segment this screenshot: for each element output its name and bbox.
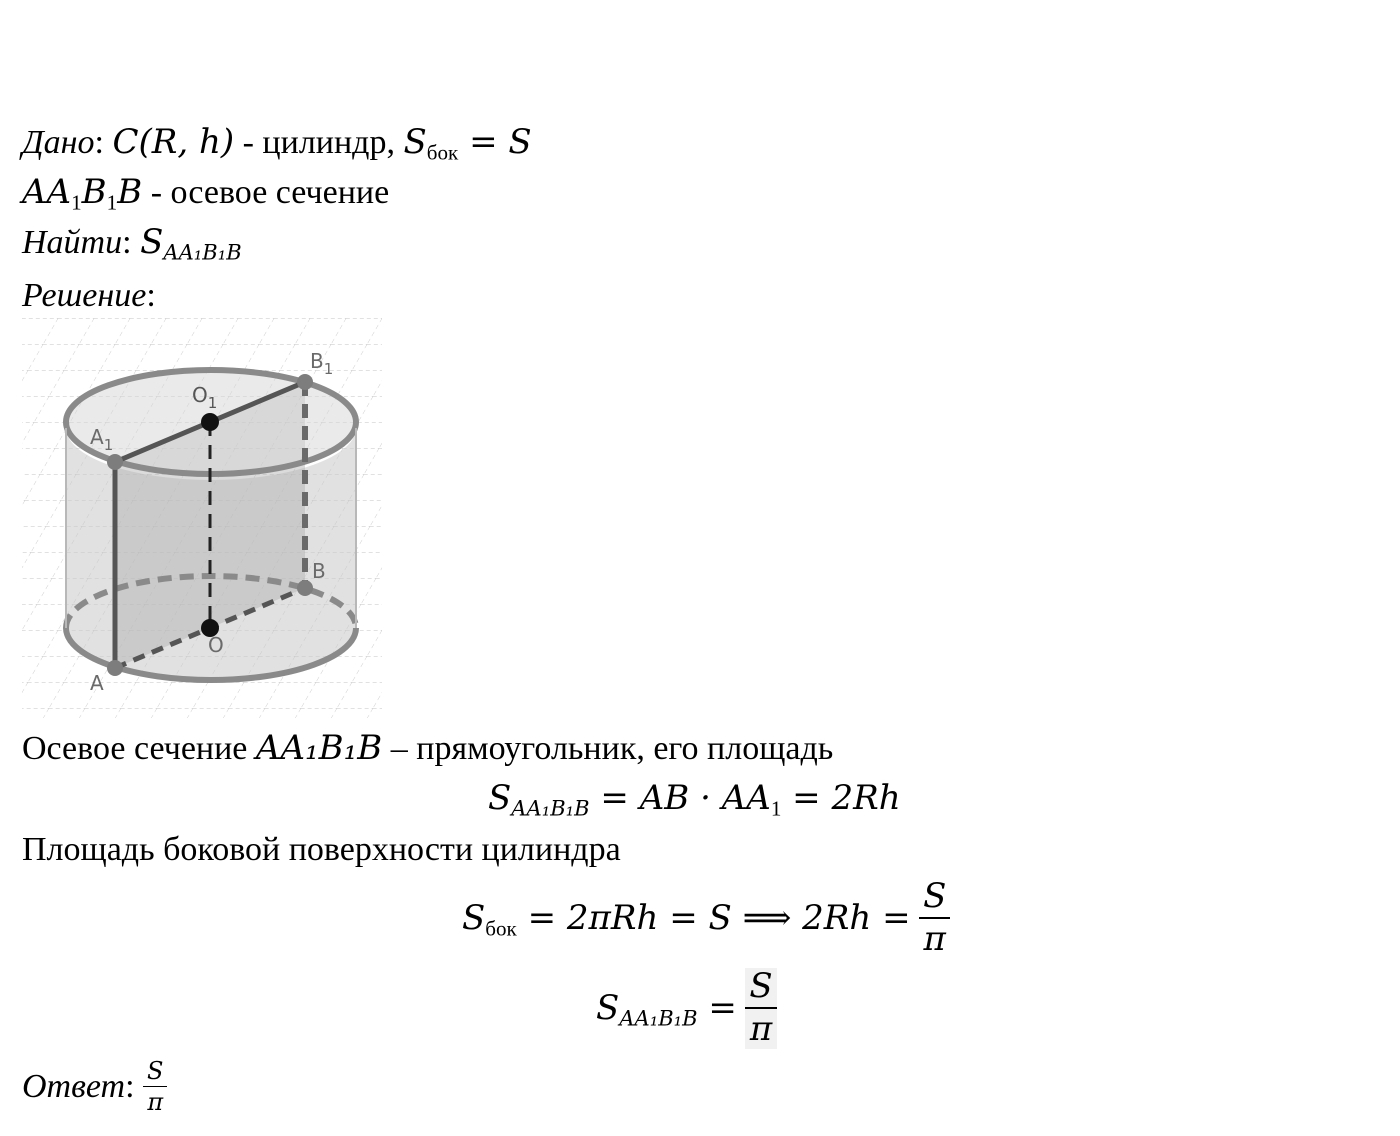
eq1-rhs: = AB · AA [589,778,771,818]
point-b1 [297,374,313,390]
given-label: Дано [22,124,95,161]
eq2-mid: = 2πRh = S ⟹ 2Rh = [516,897,911,938]
given-area-sub: бок [426,140,459,165]
eq3-denominator: π [749,1009,773,1050]
text1-name: AA₁B₁B [255,728,383,768]
given-colon: : [94,124,104,161]
eq1-rhs-end: = 2Rh [781,778,901,818]
section-line [22,172,389,213]
point-b [297,580,313,596]
eq1-lhs-sub: AA₁B₁B [511,795,590,821]
answer-line [22,1058,167,1116]
point-o1 [201,413,219,431]
eq3-fraction [745,968,776,1049]
cylinder-figure [22,318,382,718]
given-equals: = S [458,122,532,162]
answer-label: Ответ [22,1067,126,1105]
section-text: - осевое сечение [142,174,390,211]
find-sub: AA₁B₁B [163,239,242,265]
point-a [107,660,123,676]
text1-line [22,728,833,769]
eq1-lhs: S [488,778,512,818]
section-end: B [117,172,143,212]
answer-denominator: π [147,1088,164,1117]
given-cylinder: C(R, h) [112,122,235,162]
find-symbol: S [140,222,164,262]
solution-colon: : [146,277,156,314]
eq3-mid: = [697,987,737,1028]
section-sub1: 1 [71,190,82,215]
answer-colon: : [125,1067,135,1105]
find-label: Найти [22,224,123,261]
section-mid: B [81,172,107,212]
equation-1 [488,778,901,819]
eq3-lhs-sub: AA₁B₁B [619,1005,698,1031]
text2: Площадь боковой поверхности цилиндра [22,831,621,868]
eq2-numerator: S [919,878,950,919]
label-a1: $A_1$ [90,425,114,454]
label-b: B [312,559,326,583]
eq3-lhs: S [596,987,620,1028]
section-name-main: AA [22,172,72,212]
eq3-numerator: S [745,968,776,1009]
eq2-lhs-sub: бок [485,916,517,941]
label-o1: $O_1$ [192,383,218,412]
text1-before: Осевое сечение [22,730,256,767]
find-colon: : [122,224,141,261]
equation-2 [462,878,950,959]
text2-line [22,830,621,870]
solution-line [22,276,156,316]
eq2-fraction [919,878,950,959]
given-line [22,122,532,163]
text1-after: – прямоугольник, его площадь [382,730,834,767]
label-o: O [208,633,224,657]
eq2-lhs: S [462,897,486,938]
given-area-symbol: S [403,122,427,162]
label-b1: $B_1$ [310,349,334,378]
answer-fraction [143,1058,167,1116]
section-sub2: 1 [106,190,118,215]
find-line [22,222,242,263]
eq1-rhs-sub: 1 [770,796,782,821]
solution-label: Решение [22,277,147,314]
given-dash-text: - цилиндр, [234,124,404,161]
eq2-denominator: π [923,919,946,960]
answer-numerator: S [143,1058,167,1087]
point-a1 [107,454,123,470]
label-a: A [90,671,104,695]
equation-3 [596,968,777,1049]
